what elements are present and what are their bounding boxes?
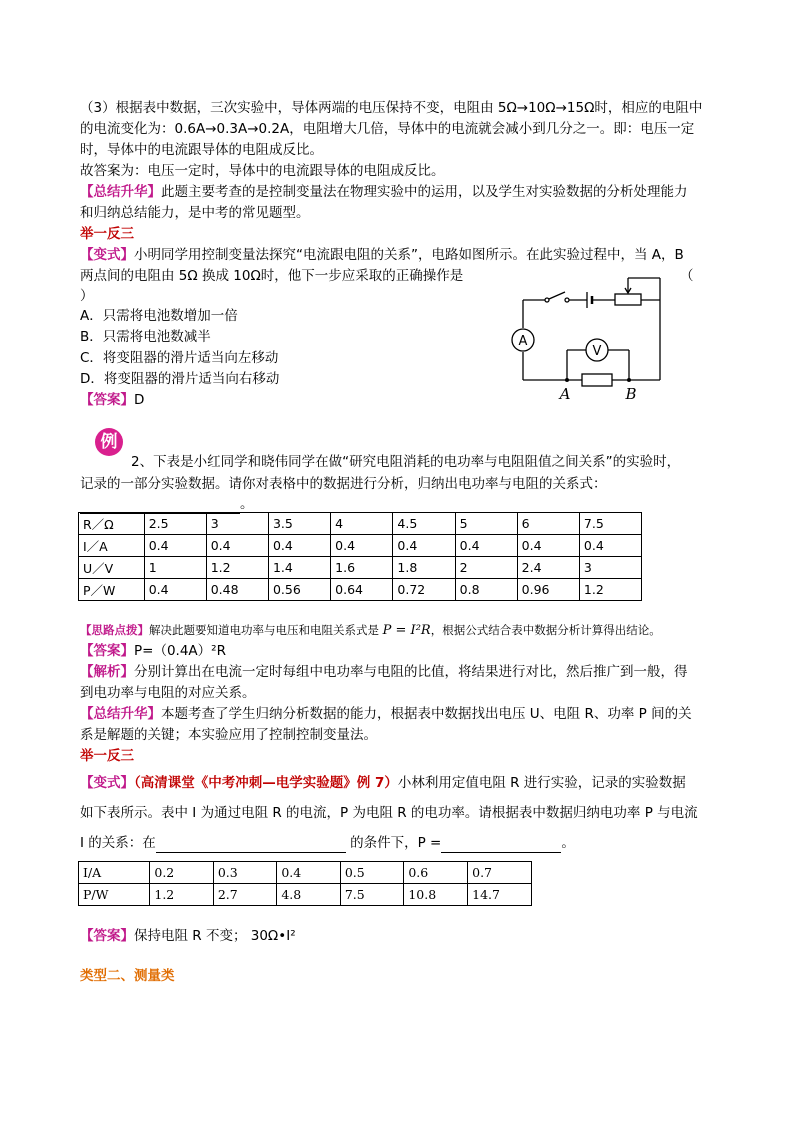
answer-text: 保持电阻 R 不变； 30Ω•I² [134,928,296,944]
ammeter-label: A [518,334,528,349]
period: 。 [240,496,254,512]
variant-line [80,245,684,265]
table-cell: P/W [79,884,150,906]
table-cell: 10.8 [404,884,468,906]
table-cell: 2 [455,557,517,579]
tip-formula: P = I²R [382,623,431,638]
table-cell: 0.4 [206,535,268,557]
table-cell: R／Ω [79,513,145,535]
table-cell: 0.6 [404,862,468,884]
table-cell: 0.64 [331,579,393,601]
table-cell: 0.56 [268,579,330,601]
data-table [78,512,642,601]
switch-contact [565,298,569,302]
table-cell: 2.5 [144,513,206,535]
answer-line [80,641,226,661]
variant-source: （高清课堂《中考冲刺—电学实验题》例 7） [134,775,398,791]
text-line: 的电流变化为：0.6A→0.3A→0.2A，电阻增大几倍，导体中的电流就会减小到几分之一。即：电压一定 [80,121,695,137]
answer-paren-close: ） [80,288,94,304]
table-cell: 1.4 [268,557,330,579]
tip-tag: 【思路点拨】 [80,623,149,637]
point-b-label: B [625,385,637,403]
switch-contact [545,298,549,302]
text-line: 记录的一部分实验数据。请你对表格中的数据进行分析，归纳出电功率与电阻的关系式： [80,476,607,492]
table-row [79,579,642,601]
table-row [79,513,642,535]
table-cell: 0.5 [340,862,403,884]
option-c: C．将变阻器的滑片适当向左移动 [80,350,279,366]
table-cell: 1.2 [579,579,641,601]
summary-line [80,704,692,724]
table-cell: 6 [517,513,579,535]
variant-line [80,773,686,793]
section-heading: 举一反三 [80,226,134,242]
analysis-tag: 【解析】 [80,664,134,680]
formula-blank [441,838,561,853]
table-cell: 0.4 [144,535,206,557]
variant-tag: 【变式】 [80,775,134,791]
table-cell: 3 [579,557,641,579]
table-cell: 14.7 [468,884,532,906]
table-row [79,884,532,906]
option-a: A．只需将电池数增加一倍 [80,308,238,324]
answer-tag: 【答案】 [80,928,134,944]
analysis-text: 分别计算出在电流一定时每组中电功率与电阻的比值，将结果进行对比，然后推广到一般，得 [134,664,688,680]
table-cell: 0.4 [277,862,340,884]
voltmeter-label: V [592,344,602,359]
answer-line [80,390,144,410]
table-cell: 4 [331,513,393,535]
option-b: B．只需将电池数减半 [80,329,211,345]
period: 。 [561,835,575,851]
text-fragment: 的条件下，P = [350,835,442,851]
answer-tag: 【答案】 [80,392,134,408]
table-cell: 2.4 [517,557,579,579]
option-d: D．将变阻器的滑片适当向右移动 [80,371,280,387]
node-dot [627,378,631,382]
text-line: 到电功率与电阻的对应关系。 [80,685,256,701]
table-cell: 3.5 [268,513,330,535]
table-cell: 1.8 [393,557,455,579]
table-row [79,535,642,557]
answer-paren-open: （ [680,268,694,284]
answer-text: D [134,392,145,408]
table-cell: 0.4 [268,535,330,557]
table-cell: 7.5 [340,884,403,906]
condition-blank [156,838,346,853]
text-line: 和归纳总结能力，是中考的常见题型。 [80,205,310,221]
variant-tag: 【变式】 [80,247,134,263]
table-cell: 0.2 [150,862,213,884]
table-cell: 0.4 [517,535,579,557]
resistor [582,374,612,386]
section-heading-type2: 类型二、测量类 [80,968,175,984]
answer-line [80,926,296,946]
rheostat-body [615,294,641,305]
table-cell: 0.7 [468,862,532,884]
text-line: 故答案为：电压一定时，导体中的电流跟导体的电阻成反比。 [80,163,445,179]
table-cell: U／V [79,557,145,579]
text-line: 系是解题的关键；本实验应用了控制控制变量法。 [80,727,377,743]
table-cell: I／A [79,535,145,557]
table-cell: 0.3 [213,862,276,884]
switch-lever [549,292,565,299]
summary-text: 本题考查了学生归纳分析数据的能力，根据表中数据找出电压 U、电阻 R、功率 P 间的关 [161,706,692,722]
table-row [79,557,642,579]
table-cell: 0.8 [455,579,517,601]
table-cell: P／W [79,579,145,601]
point-a-label: A [559,385,571,403]
table-cell: 0.4 [393,535,455,557]
node-dot [565,378,569,382]
blank-line [80,833,575,853]
table-cell: 0.4 [144,579,206,601]
table-cell: 0.4 [455,535,517,557]
circuit-diagram [505,270,670,405]
data-table-2 [78,861,532,906]
table-cell: 0.48 [206,579,268,601]
table-cell: 1 [144,557,206,579]
table-cell: 7.5 [579,513,641,535]
blank-line [80,494,254,514]
text-line: 如下表所示。表中 I 为通过电阻 R 的电流，P 为电阻 R 的电功率。请根据表中数据归纳电功率 P 与电流 [80,805,698,821]
variant-text: 小明同学用控制变量法探究“电流跟电阻的关系”，电路如图所示。在此实验过程中，当 A，B [134,247,684,263]
table-cell: 4.8 [277,884,340,906]
summary-tag: 【总结升华】 [80,706,161,722]
table-cell: 1.6 [331,557,393,579]
table-cell: 4.5 [393,513,455,535]
text-line: 两点间的电阻由 5Ω 换成 10Ω时，他下一步应采取的正确操作是 [80,268,464,284]
text-line: 时，导体中的电流跟导体的电阻成反比。 [80,142,323,158]
variant-text: 小林利用定值电阻 R 进行实验，记录的实验数据 [397,775,686,791]
text-line: 2、下表是小红同学和晓伟同学在做“研究电阻消耗的电功率与电阻阻值之间关系”的实验时， [131,454,681,470]
text-fragment: I 的关系：在 [80,835,156,851]
table-cell: 3 [206,513,268,535]
text-line: （3）根据表中数据，三次实验中，导体两端的电压保持不变，电阻由 5Ω→10Ω→15Ω时，相应的电阻中 [80,100,703,116]
table-cell: 0.72 [393,579,455,601]
tip-text-2: ，根据公式结合表中数据分析计算得出结论。 [430,623,661,637]
table-cell: 1.2 [150,884,213,906]
table-cell: 1.2 [206,557,268,579]
analysis-line [80,662,688,682]
example-icon: 例 [95,428,123,456]
summary-text: 此题主要考查的是控制变量法在物理实验中的运用，以及学生对实验数据的分析处理能力 [161,184,688,200]
table-row [79,862,532,884]
tip-text: 解决此题要知道电功率与电压和电阻关系式是 [149,623,379,637]
table-cell: I/A [79,862,150,884]
table-cell: 0.96 [517,579,579,601]
answer-tag: 【答案】 [80,643,134,659]
tip-line [80,620,661,641]
summary-line [80,182,688,202]
table-cell: 0.4 [331,535,393,557]
table-cell: 0.4 [579,535,641,557]
summary-tag: 【总结升华】 [80,184,161,200]
table-cell: 5 [455,513,517,535]
section-heading: 举一反三 [80,748,134,764]
table-cell: 2.7 [213,884,276,906]
answer-text: P=（0.4A）²R [134,643,226,659]
